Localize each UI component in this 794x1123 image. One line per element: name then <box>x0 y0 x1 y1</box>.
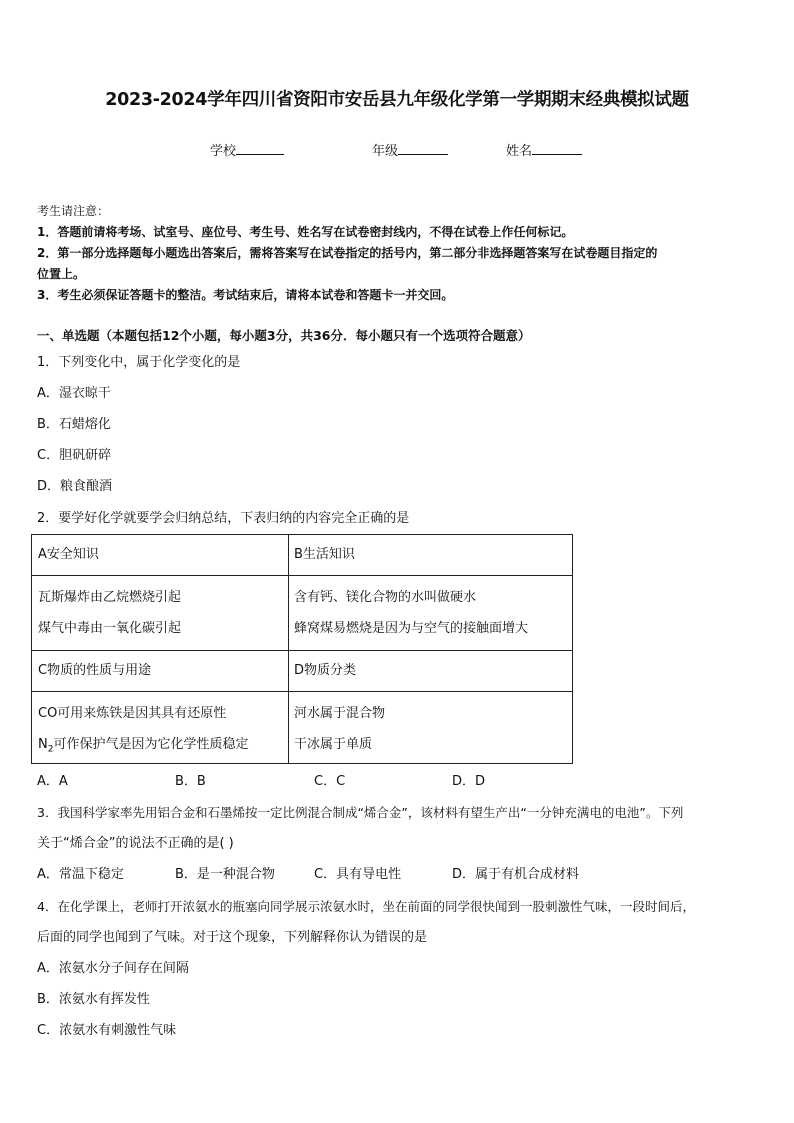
table-cell-a-line: 煤气中毒由一氧化碳引起 <box>38 621 182 636</box>
question-4-option-a: A．浓氨水分子间存在间隔 <box>37 961 189 976</box>
question-2-option-d: D．D <box>452 774 486 789</box>
question-3-stem-line: 3．我国科学家率先用铝合金和石墨烯按一定比例混合制成“烯合金”，该材料有望生产出“一分钟充满电的电池”。下列 <box>37 805 684 820</box>
question-2-option-c: C．C <box>314 774 346 789</box>
school-blank <box>236 142 284 155</box>
notice-item: 位置上。 <box>37 267 86 281</box>
question-3-stem-line: 关于“烯合金”的说法不正确的是( ) <box>37 836 234 851</box>
name-label: 姓名 <box>506 144 533 159</box>
school-label: 学校 <box>210 144 237 159</box>
knowledge-table <box>31 534 573 764</box>
question-1-option-a: A．湿衣晾干 <box>37 386 111 401</box>
table-cell-d-line: 河水属于混合物 <box>294 706 386 721</box>
table-cell-d-head: D物质分类 <box>294 663 357 678</box>
question-2-stem: 2．要学好化学就要学会归纳总结，下表归纳的内容完全正确的是 <box>37 511 410 526</box>
grade-blank <box>398 142 448 155</box>
section-heading: 一、单选题（本题包括12个小题，每小题3分，共36分．每小题只有一个选项符合题意） <box>37 328 531 343</box>
question-4-option-b: B．浓氨水有挥发性 <box>37 992 150 1007</box>
question-1-stem: 1．下列变化中，属于化学变化的是 <box>37 355 241 370</box>
question-1-option-c: C．胆矾研碎 <box>37 448 112 463</box>
formula-symbol: N <box>38 737 48 752</box>
table-divider <box>32 575 572 576</box>
school-field <box>210 140 284 159</box>
table-cell-a-line: 瓦斯爆炸由乙烷燃烧引起 <box>38 590 182 605</box>
question-4-stem-line: 后面的同学也闻到了气味。对于这个现象，下列解释你认为错误的是 <box>37 930 428 945</box>
table-cell-b-line: 蜂窝煤易燃烧是因为与空气的接触面增大 <box>294 621 529 636</box>
grade-label: 年级 <box>372 144 399 159</box>
name-field <box>506 140 582 159</box>
question-1-option-b: B．石蜡熔化 <box>37 417 111 432</box>
notice-item: 3．考生必须保证答题卡的整洁。考试结束后，请将本试卷和答题卡一并交回。 <box>37 288 454 302</box>
question-3-option-b: B．是一种混合物 <box>175 867 275 882</box>
formula-subscript: 2 <box>47 744 54 755</box>
question-4-option-c: C．浓氨水有刺激性气味 <box>37 1023 177 1038</box>
notice-item: 1．答题前请将考场、试室号、座位号、考生号、姓名写在试卷密封线内，不得在试卷上作任何标记。 <box>37 225 574 239</box>
question-3-option-c: C．具有导电性 <box>314 867 402 882</box>
table-cell-d-line: 干冰属于单质 <box>294 737 373 752</box>
table-divider <box>32 691 572 692</box>
question-3-option-d: D．属于有机合成材料 <box>452 867 580 882</box>
question-3-option-a: A．常温下稳定 <box>37 867 124 882</box>
notice-heading: 考生请注意： <box>37 204 110 218</box>
grade-field <box>372 140 448 159</box>
notice-item: 2．第一部分选择题每小题选出答案后，需将答案写在试卷指定的括号内，第二部分非选择题答案写在试卷题目指定的 <box>37 246 658 260</box>
question-1-option-d: D．粮食酿酒 <box>37 479 113 494</box>
formula-rest: 可作保护气是因为它化学性质稳定 <box>53 737 249 752</box>
table-divider <box>288 535 289 763</box>
table-cell-b-head: B生活知识 <box>294 547 355 562</box>
table-cell-a-head: A安全知识 <box>38 547 99 562</box>
name-blank <box>532 142 582 155</box>
table-cell-c-line <box>38 737 248 758</box>
question-4-stem-line: 4．在化学课上，老师打开浓氨水的瓶塞向同学展示浓氨水时，坐在前面的同学很快闻到一股刺激性气味，一段时间后， <box>37 899 695 914</box>
table-divider <box>32 650 572 651</box>
table-cell-c-line: CO可用来炼铁是因其具有还原性 <box>38 706 227 721</box>
question-2-option-a: A．A <box>37 774 68 789</box>
exam-title: 2023-2024学年四川省资阳市安岳县九年级化学第一学期期末经典模拟试题 <box>105 90 689 110</box>
table-cell-c-head: C物质的性质与用途 <box>38 663 152 678</box>
question-2-option-b: B．B <box>175 774 206 789</box>
table-cell-b-line: 含有钙、镁化合物的水叫做硬水 <box>294 590 477 605</box>
